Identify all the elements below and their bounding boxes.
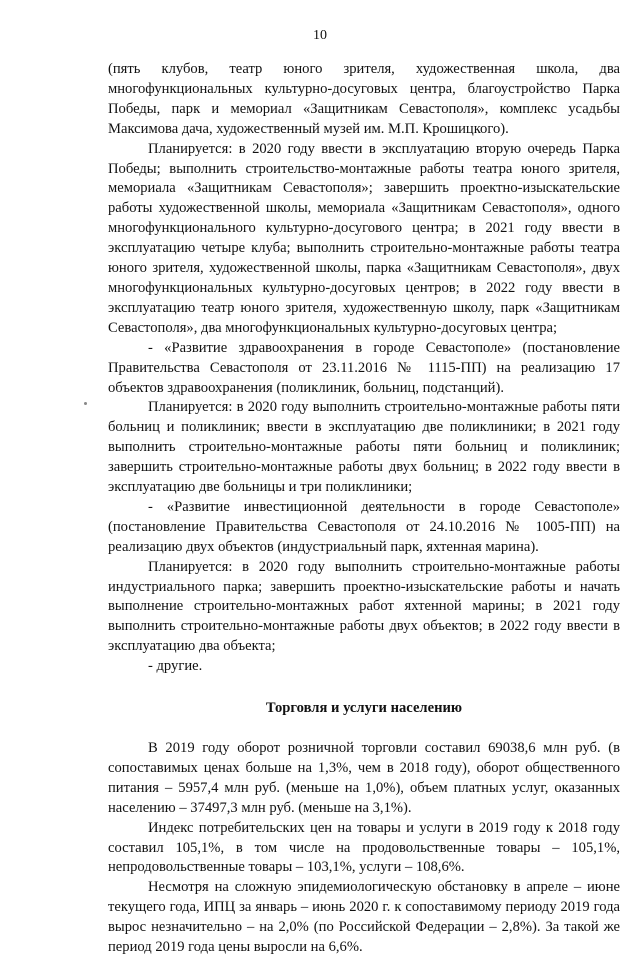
document-body bbox=[108, 60, 620, 958]
paragraph-p4: Планируется: в 2020 году выполнить строительно-монтажные работы пяти больниц и поликлиник; ввести в эксплуатацию две поликлиники; в 2021 году выполнить строительно-монтажные работы пяти больниц и поликлиник; завершить строительно-монтажные работы двух больниц; в 2022 году ввести в эксплуатацию две больницы и три поликлиники; bbox=[108, 399, 620, 496]
page-number: 10 bbox=[313, 28, 327, 43]
paragraph-p6: Планируется: в 2020 году выполнить строительно-монтажные работы индустриального парка; завершить проектно-изыскательские работы и начать выполнение строительно-монтажных работ яхтенной марины; в 2021 году выполнить строительно-монтажные работы двух объектов; в 2022 году ввести в эксплуатацию два объекта; bbox=[108, 558, 620, 655]
paragraph-p7: - другие. bbox=[148, 658, 203, 675]
paragraph-p2: Планируется: в 2020 году ввести в эксплуатацию вторую очередь Парка Победы; выполнить строительство-монтажные работы театра юного зрителя, мемориала «Защитникам Севастополя»; завершить проектно-изыскательские работы художественной школы, мемориала «Защитникам Севастополя», одного многофункционального культурно-досугового центра; в 2021 году ввести в эксплуатацию четыре клуба; выполнить строительно-монтажные работы театра юного зрителя, художественной школы, парка «Защитникам Севастополя», двух многофункциональных культурно-досуговых центров; в 2022 году ввести в эксплуатацию театр юного зрителя, художественную школу, парк «Защитникам Севастополя», два многофункциональных культурно-досуговых центра; bbox=[108, 140, 620, 336]
paragraph-p3: - «Развитие здравоохранения в городе Севастополе» (постановление Правительства Севастополя от 23.11.2016 № 1115-ПП) на реализацию 17 объектов здравоохранения (поликлиник, больниц, подстанций). bbox=[108, 339, 620, 396]
paragraph-p9: Индекс потребительских цен на товары и услуги в 2019 году к 2018 году составил 105,1%, в том числе на продовольственные товары – 105,1%, непродовольственные товары – 103,1%, услуги – 108,6%. bbox=[108, 819, 620, 876]
section-heading: Торговля и услуги населению bbox=[265, 700, 463, 717]
scan-mark bbox=[84, 402, 87, 405]
paragraph-p10: Несмотря на сложную эпидемиологическую обстановку в апреле – июне текущего года, ИПЦ за январь – июнь 2020 г. к сопоставимому периоду 2019 года вырос незначительно – на 2,0% (по Российской Федерации – 2,8%). За такой же период 2019 года цены выросли на 6,6%. bbox=[108, 879, 620, 956]
paragraph-p8: В 2019 году оборот розничной торговли составил 69038,6 млн руб. (в сопоставимых ценах больше на 1,3%, чем в 2018 году), оборот общественного питания – 5957,4 млн руб. (меньше на 1,0%), объем платных услуг, оказанных населению – 37497,3 млн руб. (меньше на 3,1%). bbox=[108, 740, 620, 816]
paragraph-p5: - «Развитие инвестиционной деятельности в городе Севастополе» (постановление Правительства Севастополя от 24.10.2016 № 1005-ПП) на реализацию двух объектов (индустриальный парк, яхтенная марина). bbox=[108, 498, 620, 555]
paragraph-p1: (пять клубов, театр юного зрителя, художественная школа, два многофункциональных культурно-досуговых центра, благоустройство Парка Победы, парк и мемориал «Защитникам Севастополя», комплекс усадьбы Максимова дача, художественный музей им. М.П. Крошицкого). bbox=[108, 61, 620, 137]
